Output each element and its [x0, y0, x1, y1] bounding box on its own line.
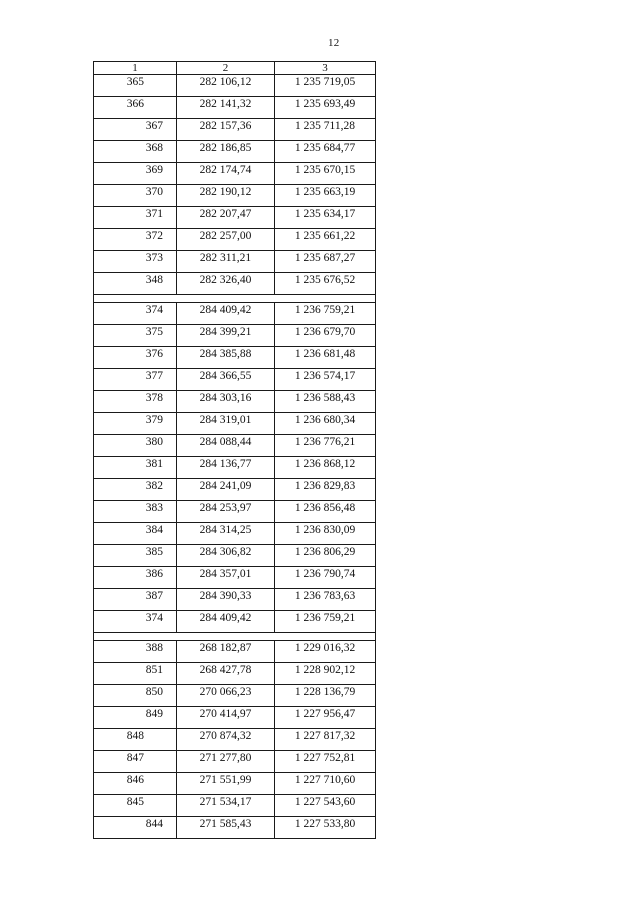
cell-y-coordinate: 1 229 016,32 [275, 641, 376, 663]
cell-x-coordinate: 284 136,77 [177, 457, 275, 479]
cell-x-coordinate: 268 427,78 [177, 663, 275, 685]
cell-x-coordinate: 282 174,74 [177, 163, 275, 185]
cell-x-coordinate: 284 241,09 [177, 479, 275, 501]
cell-y-coordinate: 1 227 543,60 [275, 795, 376, 817]
cell-y-coordinate: 1 227 752,81 [275, 751, 376, 773]
table-separator-row [94, 633, 376, 641]
cell-x-coordinate: 284 409,42 [177, 303, 275, 325]
cell-point-number: 375 [94, 325, 177, 347]
cell-y-coordinate: 1 236 759,21 [275, 303, 376, 325]
cell-x-coordinate: 284 303,16 [177, 391, 275, 413]
cell-point-number: 366 [94, 97, 177, 119]
cell-x-coordinate: 284 409,42 [177, 611, 275, 633]
cell-y-coordinate: 1 235 634,17 [275, 207, 376, 229]
cell-point-number: 368 [94, 141, 177, 163]
table-row [94, 347, 376, 369]
cell-point-number: 382 [94, 479, 177, 501]
coordinates-table [93, 61, 376, 839]
table-row [94, 685, 376, 707]
cell-point-number: 365 [94, 75, 177, 97]
header-row [94, 62, 376, 75]
cell-point-number: 851 [94, 663, 177, 685]
cell-x-coordinate: 282 207,47 [177, 207, 275, 229]
table-body [94, 75, 376, 839]
cell-y-coordinate: 1 236 681,48 [275, 347, 376, 369]
cell-x-coordinate: 270 874,32 [177, 729, 275, 751]
cell-x-coordinate: 282 190,12 [177, 185, 275, 207]
column-header-point: 1 [94, 62, 177, 75]
cell-point-number: 387 [94, 589, 177, 611]
table-row [94, 751, 376, 773]
cell-y-coordinate: 1 236 790,74 [275, 567, 376, 589]
cell-y-coordinate: 1 235 711,28 [275, 119, 376, 141]
cell-y-coordinate: 1 236 806,29 [275, 545, 376, 567]
cell-point-number: 374 [94, 303, 177, 325]
table-row [94, 97, 376, 119]
page-number: 12 [328, 37, 340, 49]
cell-y-coordinate: 1 236 680,34 [275, 413, 376, 435]
cell-x-coordinate: 268 182,87 [177, 641, 275, 663]
cell-y-coordinate: 1 228 902,12 [275, 663, 376, 685]
cell-y-coordinate: 1 235 676,52 [275, 273, 376, 295]
cell-point-number: 849 [94, 707, 177, 729]
cell-y-coordinate: 1 236 588,43 [275, 391, 376, 413]
cell-point-number: 847 [94, 751, 177, 773]
table-header [94, 62, 376, 75]
table-row [94, 589, 376, 611]
cell-y-coordinate: 1 228 136,79 [275, 685, 376, 707]
table-row [94, 413, 376, 435]
cell-point-number: 844 [94, 817, 177, 839]
table-row [94, 163, 376, 185]
cell-x-coordinate: 284 088,44 [177, 435, 275, 457]
table-row [94, 611, 376, 633]
cell-x-coordinate: 284 357,01 [177, 567, 275, 589]
cell-point-number: 377 [94, 369, 177, 391]
cell-point-number: 372 [94, 229, 177, 251]
cell-x-coordinate: 284 366,55 [177, 369, 275, 391]
cell-point-number: 848 [94, 729, 177, 751]
cell-x-coordinate: 271 534,17 [177, 795, 275, 817]
cell-point-number: 846 [94, 773, 177, 795]
table-row [94, 391, 376, 413]
cell-y-coordinate: 1 227 710,60 [275, 773, 376, 795]
column-header-y: 3 [275, 62, 376, 75]
table-row [94, 207, 376, 229]
cell-y-coordinate: 1 236 776,21 [275, 435, 376, 457]
cell-point-number: 374 [94, 611, 177, 633]
cell-point-number: 378 [94, 391, 177, 413]
table-row [94, 229, 376, 251]
cell-point-number: 385 [94, 545, 177, 567]
cell-point-number: 376 [94, 347, 177, 369]
table-row [94, 795, 376, 817]
cell-x-coordinate: 284 314,25 [177, 523, 275, 545]
cell-point-number: 850 [94, 685, 177, 707]
table-row [94, 567, 376, 589]
cell-y-coordinate: 1 227 817,32 [275, 729, 376, 751]
table-row [94, 663, 376, 685]
cell-y-coordinate: 1 235 684,77 [275, 141, 376, 163]
cell-point-number: 371 [94, 207, 177, 229]
cell-point-number: 381 [94, 457, 177, 479]
cell-y-coordinate: 1 236 829,83 [275, 479, 376, 501]
table-row [94, 369, 376, 391]
table-row [94, 707, 376, 729]
cell-x-coordinate: 282 311,21 [177, 251, 275, 273]
cell-point-number: 383 [94, 501, 177, 523]
table-row [94, 119, 376, 141]
cell-y-coordinate: 1 235 661,22 [275, 229, 376, 251]
cell-y-coordinate: 1 227 956,47 [275, 707, 376, 729]
cell-x-coordinate: 284 390,33 [177, 589, 275, 611]
table-row [94, 251, 376, 273]
cell-x-coordinate: 282 257,00 [177, 229, 275, 251]
table-row [94, 185, 376, 207]
cell-y-coordinate: 1 236 868,12 [275, 457, 376, 479]
table-row [94, 479, 376, 501]
cell-y-coordinate: 1 235 719,05 [275, 75, 376, 97]
table-row [94, 523, 376, 545]
cell-x-coordinate: 271 551,99 [177, 773, 275, 795]
table-row [94, 501, 376, 523]
table-row [94, 729, 376, 751]
cell-point-number: 373 [94, 251, 177, 273]
cell-y-coordinate: 1 236 574,17 [275, 369, 376, 391]
table-row [94, 641, 376, 663]
cell-point-number: 348 [94, 273, 177, 295]
table-row [94, 75, 376, 97]
table-row [94, 457, 376, 479]
table-row [94, 303, 376, 325]
table-row [94, 773, 376, 795]
cell-y-coordinate: 1 236 830,09 [275, 523, 376, 545]
cell-x-coordinate: 271 277,80 [177, 751, 275, 773]
cell-y-coordinate: 1 235 693,49 [275, 97, 376, 119]
table-row [94, 141, 376, 163]
cell-x-coordinate: 282 326,40 [177, 273, 275, 295]
cell-x-coordinate: 282 186,85 [177, 141, 275, 163]
table-row [94, 817, 376, 839]
table-row [94, 435, 376, 457]
cell-point-number: 367 [94, 119, 177, 141]
cell-y-coordinate: 1 236 759,21 [275, 611, 376, 633]
cell-x-coordinate: 270 066,23 [177, 685, 275, 707]
cell-y-coordinate: 1 235 687,27 [275, 251, 376, 273]
separator-cell [94, 633, 376, 641]
cell-point-number: 370 [94, 185, 177, 207]
table-row [94, 545, 376, 567]
cell-point-number: 380 [94, 435, 177, 457]
cell-x-coordinate: 282 141,32 [177, 97, 275, 119]
cell-point-number: 388 [94, 641, 177, 663]
cell-x-coordinate: 284 399,21 [177, 325, 275, 347]
cell-x-coordinate: 284 319,01 [177, 413, 275, 435]
cell-y-coordinate: 1 236 679,70 [275, 325, 376, 347]
cell-x-coordinate: 282 157,36 [177, 119, 275, 141]
cell-point-number: 384 [94, 523, 177, 545]
cell-point-number: 845 [94, 795, 177, 817]
cell-point-number: 386 [94, 567, 177, 589]
cell-y-coordinate: 1 236 856,48 [275, 501, 376, 523]
cell-point-number: 379 [94, 413, 177, 435]
cell-y-coordinate: 1 235 663,19 [275, 185, 376, 207]
cell-x-coordinate: 284 306,82 [177, 545, 275, 567]
column-header-x: 2 [177, 62, 275, 75]
table-row [94, 325, 376, 347]
separator-cell [94, 295, 376, 303]
table-row [94, 273, 376, 295]
cell-x-coordinate: 270 414,97 [177, 707, 275, 729]
cell-x-coordinate: 271 585,43 [177, 817, 275, 839]
cell-y-coordinate: 1 236 783,63 [275, 589, 376, 611]
table-separator-row [94, 295, 376, 303]
cell-point-number: 369 [94, 163, 177, 185]
cell-x-coordinate: 282 106,12 [177, 75, 275, 97]
cell-x-coordinate: 284 385,88 [177, 347, 275, 369]
cell-x-coordinate: 284 253,97 [177, 501, 275, 523]
cell-y-coordinate: 1 235 670,15 [275, 163, 376, 185]
cell-y-coordinate: 1 227 533,80 [275, 817, 376, 839]
